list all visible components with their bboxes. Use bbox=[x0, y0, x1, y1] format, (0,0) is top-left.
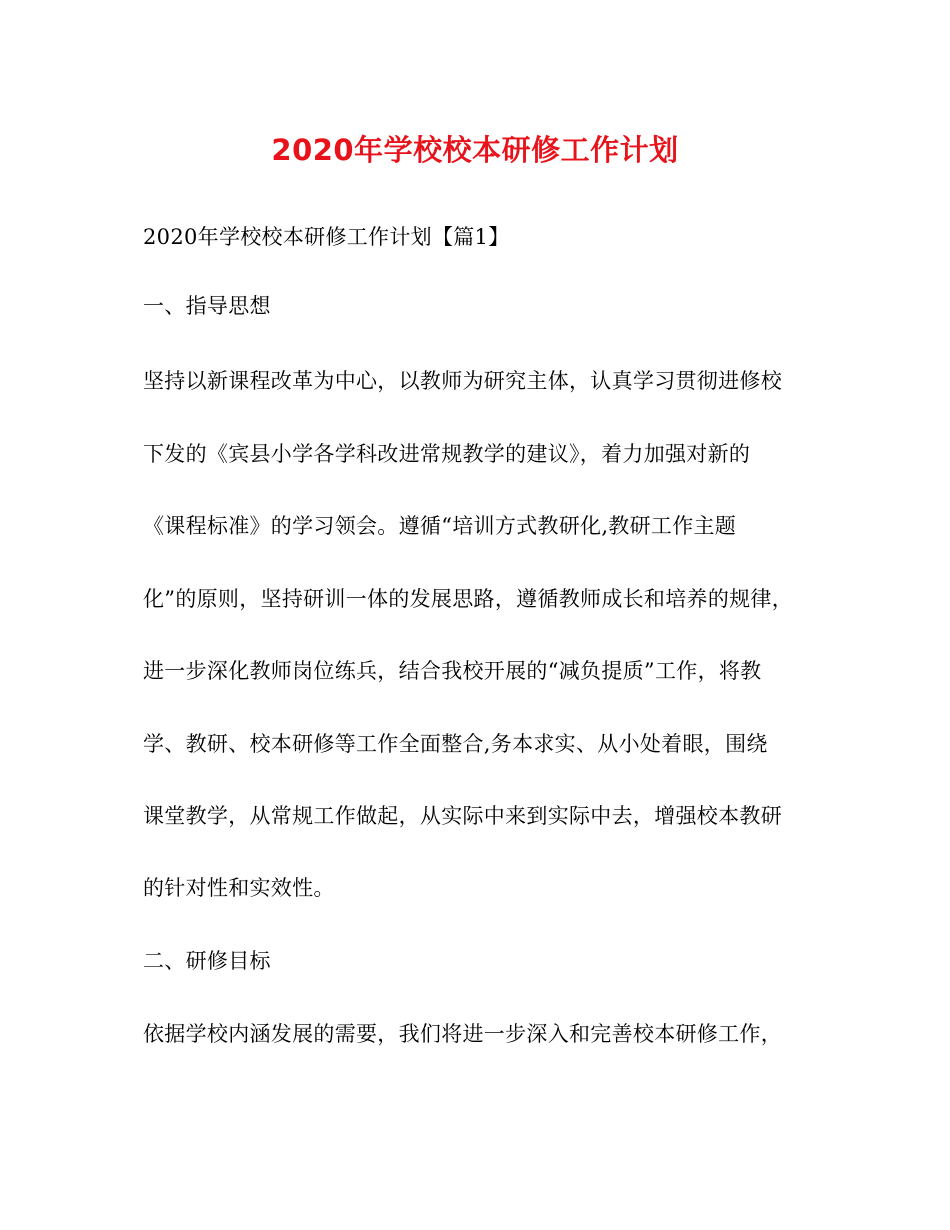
paragraph-line: 下发的《宾县小学各学科改进常规教学的建议》，着力加强对新的 bbox=[143, 442, 751, 466]
section-heading-part1: 2020年学校校本研修工作计划【篇1】 bbox=[143, 225, 510, 249]
paragraph-line: 坚持以新课程改革为中心，以教师为研究主体，认真学习贯彻进修校 bbox=[143, 369, 782, 393]
paragraph-line: 的针对性和实效性。 bbox=[143, 876, 335, 900]
section-heading-guiding-ideology: 一、指导思想 bbox=[143, 294, 271, 318]
paragraph-line: 化”的原则，坚持研训一体的发展思路，遵循教师成长和培养的规律， bbox=[143, 587, 794, 611]
paragraph-line: 进一步深化教师岗位练兵，结合我校开展的“减负提质”工作，将教 bbox=[143, 659, 762, 683]
section-heading-research-goals: 二、研修目标 bbox=[143, 949, 271, 973]
paragraph-line: 依据学校内涵发展的需要，我们将进一步深入和完善校本研修工作， bbox=[143, 1022, 782, 1046]
paragraph-line: 学、教研、校本研修等工作全面整合,务本求实、从小处着眼，围绕 bbox=[143, 732, 768, 756]
document-title: 2020年学校校本研修工作计划 bbox=[271, 133, 679, 167]
paragraph-line: 《课程标准》的学习领会。遵循“培训方式教研化,教研工作主题 bbox=[143, 514, 737, 538]
paragraph-line: 课堂教学，从常规工作做起，从实际中来到实际中去，增强校本教研 bbox=[143, 804, 782, 828]
